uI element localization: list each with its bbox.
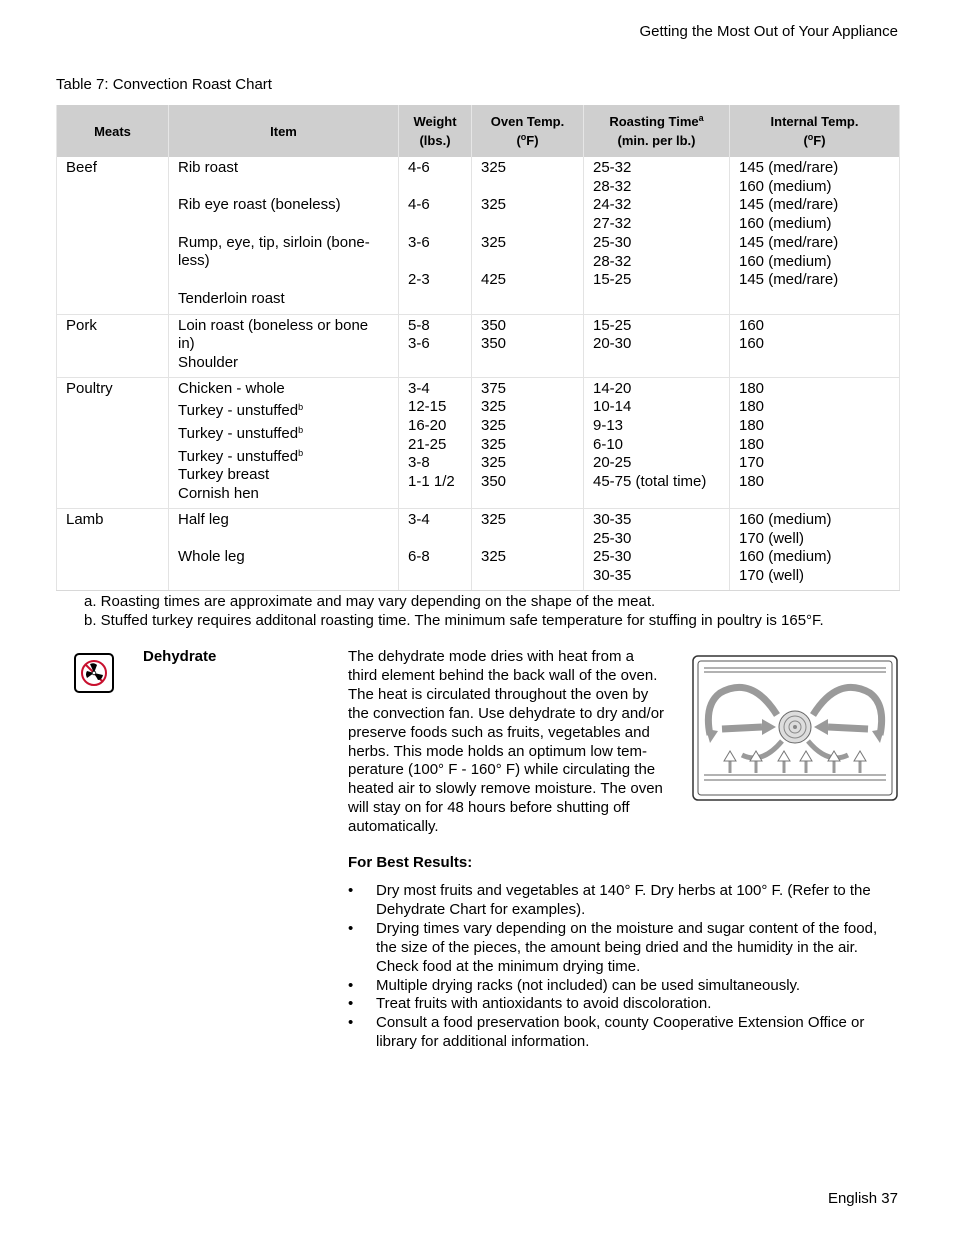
internal-temp-cell: 160 160 [730, 314, 900, 377]
running-header: Getting the Most Out of Your Appliance [639, 23, 898, 40]
bullet: • [348, 995, 354, 1013]
meat-cell: Lamb [57, 508, 169, 590]
table-row-beef [57, 157, 900, 314]
internal-temp-cell: 145 (med/rare) 160 (medium) 145 (med/rare) 160 (medium) 145 (med/rare) 160 (medium) 145 (med/rare) [730, 157, 900, 314]
list-item: • Dry most fruits and vegetables at 140° F. Dry herbs at 100° F. (Refer to the Dehydrate Chart for examples). [348, 882, 871, 918]
item-cell: Chicken - whole Turkey - unstuffed$^b$ Turkey - unstuffed$^b$ Turkey - unstuffed$^b$ Turkey breast Cornish hen [169, 377, 399, 508]
bullet: • [348, 1014, 354, 1032]
list-item: • Multiple drying racks (not included) can be used simultaneously. [348, 976, 801, 994]
table-row-poultry [57, 377, 900, 508]
bullet: • [348, 882, 354, 899]
roasting-time-cell: 25-32 28-32 24-32 27-32 25-30 28-32 15-25 [584, 157, 730, 314]
header-roasting-time: Roasting Time$^a$ (min. per lb.) [584, 105, 730, 157]
internal-temp-cell: 160 (medium) 170 (well) 160 (medium) 170 (well) [730, 508, 900, 590]
oven-airflow-diagram [692, 655, 898, 801]
best-results-list [348, 882, 898, 1052]
table-row-lamb [57, 508, 900, 590]
footnote-a: a. Roasting times are approximate and may vary depending on the shape of the meat. [84, 593, 656, 610]
meat-cell: Poultry [57, 377, 169, 508]
meat-cell: Beef [57, 157, 169, 314]
internal-temp-cell: 180 180 180 180 170 180 [730, 377, 900, 508]
item-cell: Rib roast Rib eye roast (boneless) Rump, eye, tip, sirloin (bone- less) Tenderloin roast [169, 157, 399, 314]
roasting-time-cell: 15-25 20-30 [584, 314, 730, 377]
oven-temp-cell: 375 325 325 325 325 350 [472, 377, 584, 508]
item-cell: Loin roast (boneless or bone in) Shoulder [169, 314, 399, 377]
convection-roast-table [56, 105, 900, 591]
list-item: • Treat fruits with antioxidants to avoid discoloration. [348, 995, 712, 1013]
header-weight: Weight (lbs.) [399, 105, 472, 157]
page-number: English 37 [827, 1190, 898, 1207]
dehydrate-description: The dehydrate mode dries with heat from a third element behind the back wall of the oven. The heat is circulated throughout the oven by the convection fan. Use dehydrate to dry and/or preserve foods such as fruits, vegetables and herbs. This mode holds an optimum low tem- perature (100° F - 160° F) while circulating the heated air to slowly remove moisture. The oven will stay on for 48 hours before shutting off automatically. [348, 648, 665, 836]
table-footnotes [84, 592, 824, 630]
best-results-title: For Best Results: [348, 854, 473, 871]
footnote-b: b. Stuffed turkey requires additonal roasting time. The minimum safe temperature for stuffing in poultry is 165°F. [84, 612, 824, 629]
header-oven-temp: Oven Temp. ($^o$F) [472, 105, 584, 157]
weight-cell: 3-4 6-8 [399, 508, 472, 590]
header-item: Item [169, 105, 399, 157]
oven-temp-cell: 325 325 325 425 [472, 157, 584, 314]
item-cell: Half leg Whole leg [169, 508, 399, 590]
header-meats: Meats [57, 105, 169, 157]
bullet: • [348, 919, 354, 937]
header-internal-temp: Internal Temp. ($^o$F) [730, 105, 900, 157]
meat-cell: Pork [57, 314, 169, 377]
oven-temp-cell: 350 350 [472, 314, 584, 377]
list-item: • Drying times vary depending on the moisture and sugar content of the food, the size of the pieces, the amount being dried and the humidity in the air. Check food at the minimum drying time. [348, 919, 878, 975]
bullet: • [348, 976, 354, 994]
table-header-row [57, 105, 900, 157]
weight-cell: 3-4 12-15 16-20 21-25 3-8 1-1 1/2 [399, 377, 472, 508]
list-item: • Consult a food preservation book, county Cooperative Extension Office or library for additional information. [348, 1014, 865, 1051]
weight-cell: 5-8 3-6 [399, 314, 472, 377]
oven-temp-cell: 325 325 [472, 508, 584, 590]
table-caption: Table 7: Convection Roast Chart [56, 76, 272, 93]
dehydrate-title: Dehydrate [143, 648, 217, 665]
weight-cell: 4-6 4-6 3-6 2-3 [399, 157, 472, 314]
dehydrate-fan-icon [74, 653, 114, 693]
roasting-time-cell: 14-20 10-14 9-13 6-10 20-25 45-75 (total time) [584, 377, 730, 508]
table-row-pork [57, 314, 900, 377]
roasting-time-cell: 30-35 25-30 25-30 30-35 [584, 508, 730, 590]
